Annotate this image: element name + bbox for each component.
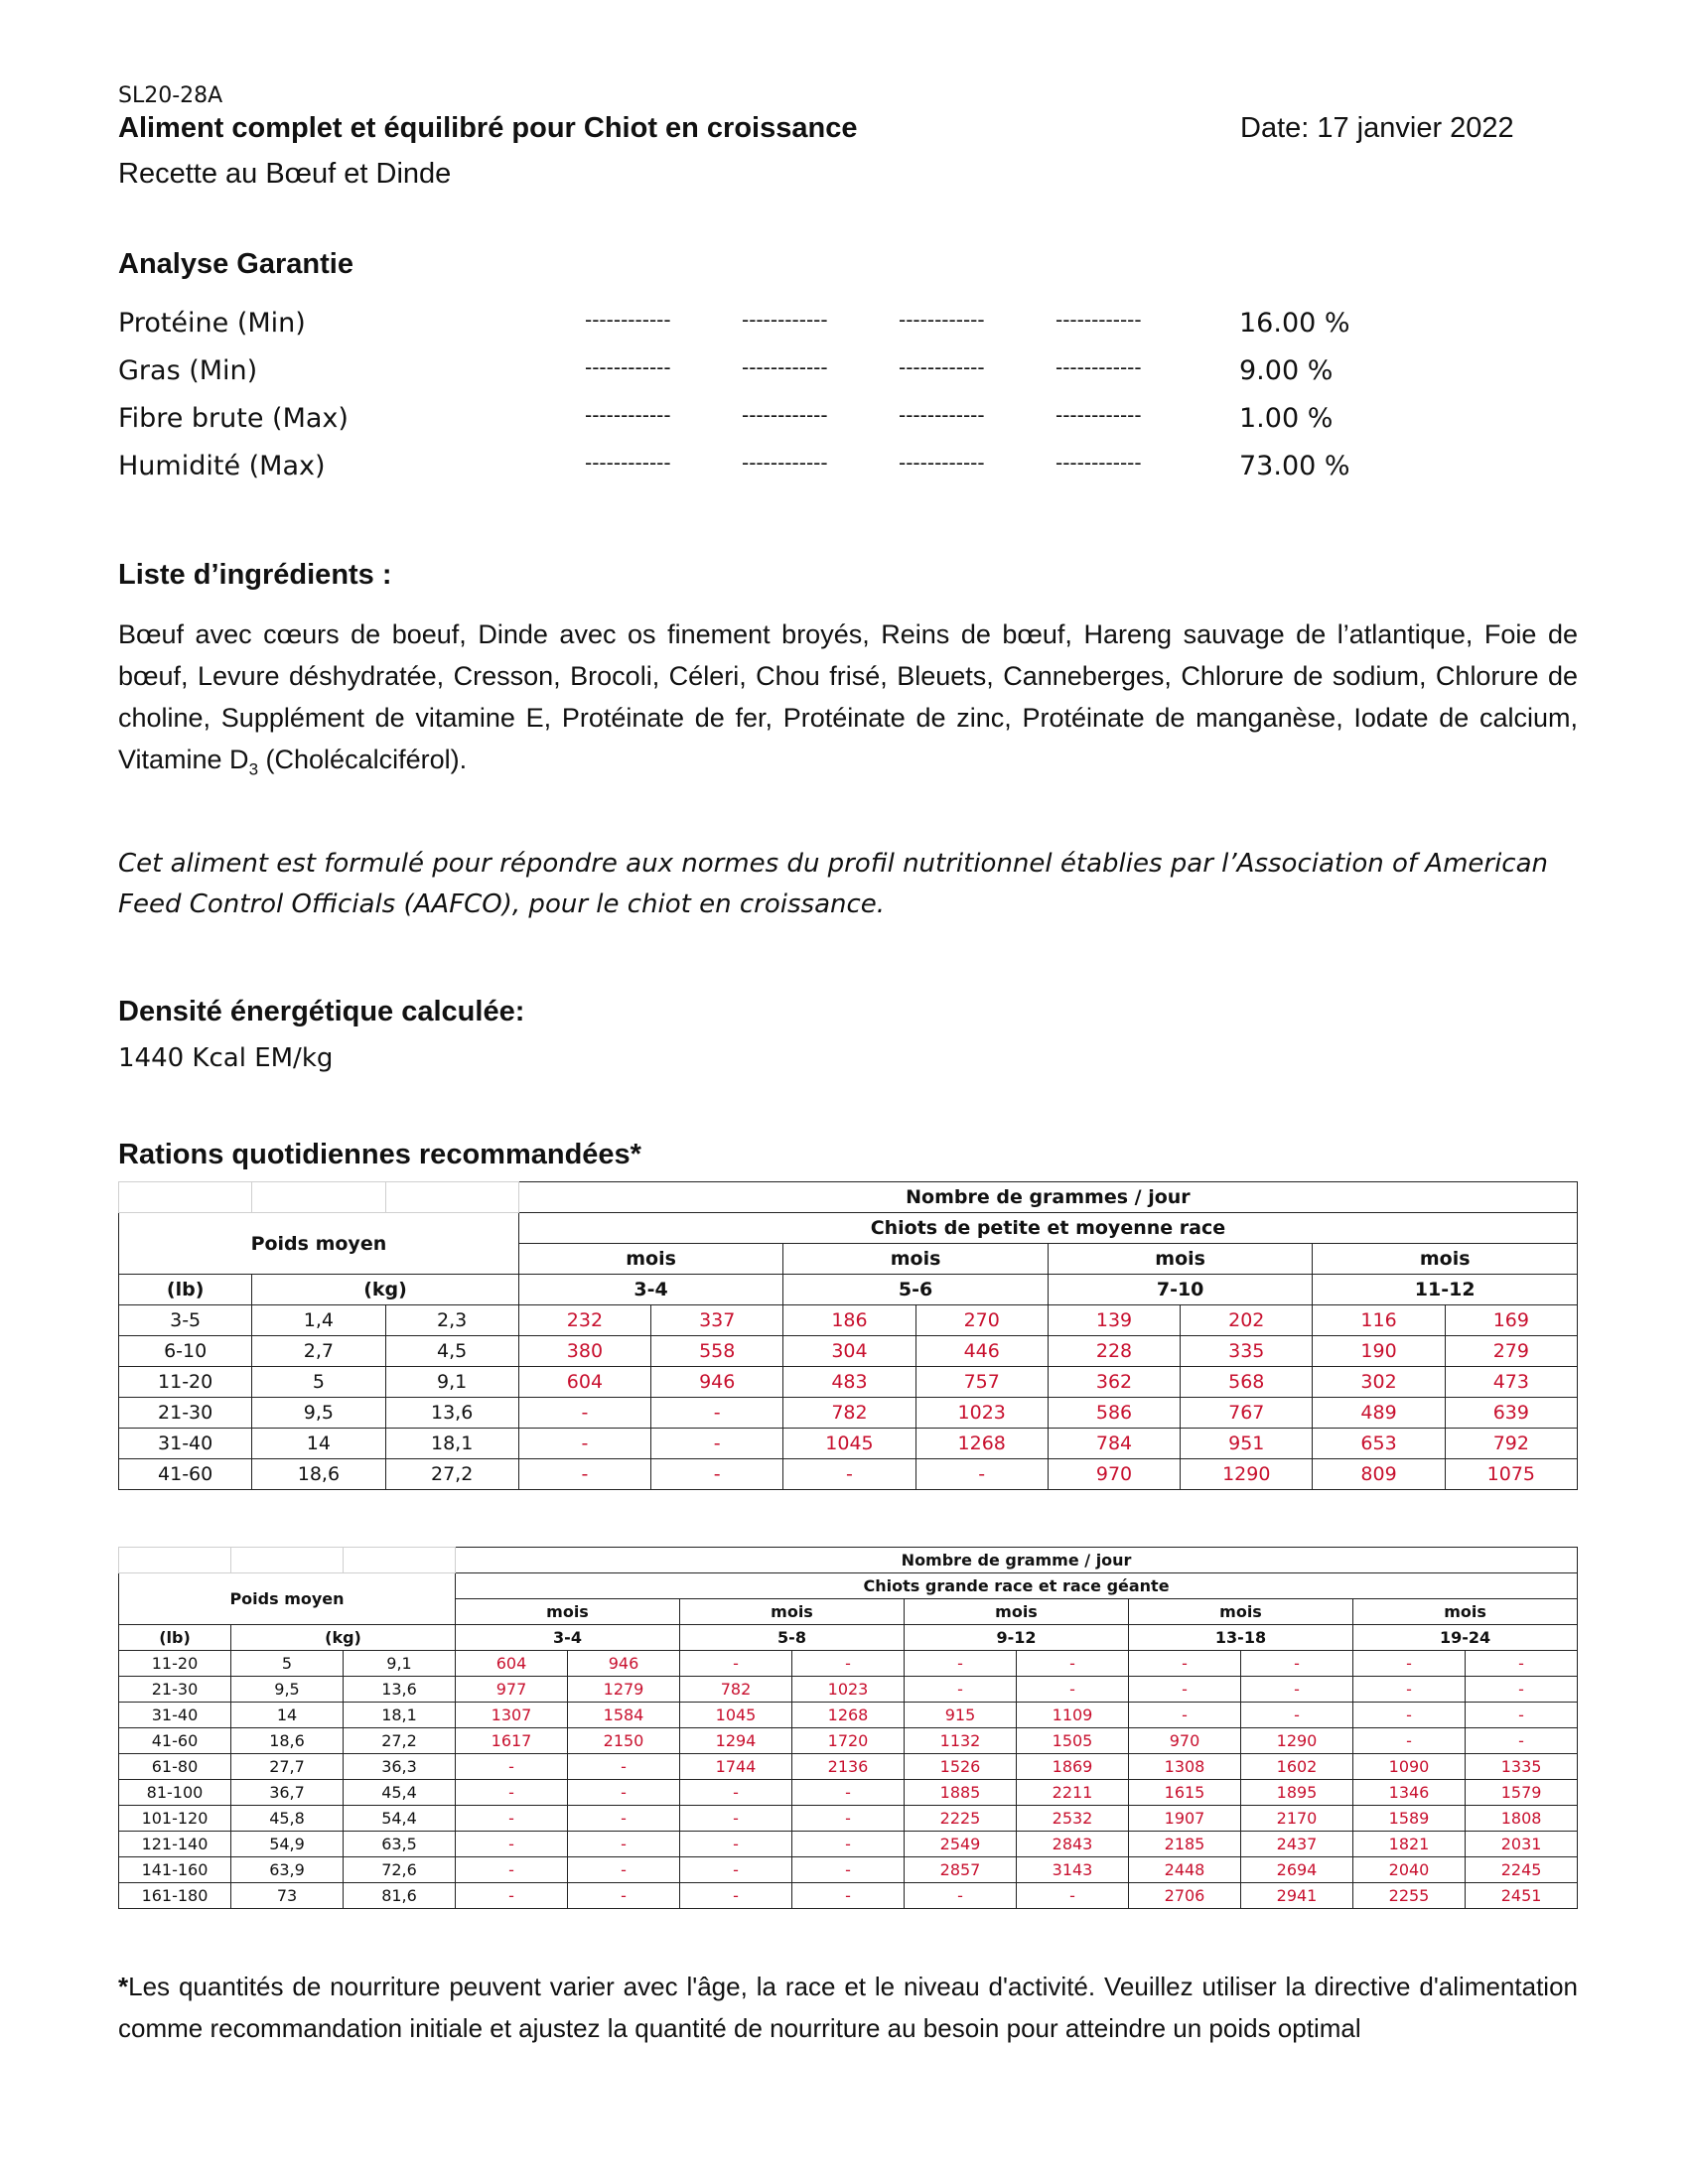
age-group-header: 3-4 xyxy=(456,1625,680,1651)
grams-cell: 1109 xyxy=(1017,1703,1129,1728)
grams-cell: 1584 xyxy=(568,1703,680,1728)
grams-cell: 1744 xyxy=(680,1754,792,1780)
grams-cell: 767 xyxy=(1181,1398,1313,1429)
grams-cell: - xyxy=(905,1651,1017,1677)
weight-kg-cell: 45,4 xyxy=(344,1780,456,1806)
grams-cell: 1589 xyxy=(1353,1806,1466,1832)
grams-cell: - xyxy=(1353,1728,1466,1754)
weight-kg-cell: 9,5 xyxy=(252,1398,385,1429)
weight-lb-cell: 6-10 xyxy=(119,1336,252,1367)
energy-value: 1440 Kcal EM/kg xyxy=(118,1043,334,1073)
grams-cell: - xyxy=(518,1429,650,1459)
grams-cell: - xyxy=(651,1459,783,1490)
weight-lb-cell: 21-30 xyxy=(119,1398,252,1429)
analysis-value: 16.00 % xyxy=(1239,308,1350,339)
grams-cell: 1307 xyxy=(456,1703,568,1728)
age-group-header: 13-18 xyxy=(1129,1625,1353,1651)
analysis-label: Fibre brute (Max) xyxy=(118,403,349,434)
grams-cell: - xyxy=(568,1857,680,1883)
age-group-header: 9-12 xyxy=(905,1625,1129,1651)
weight-kg-cell: 36,7 xyxy=(231,1780,344,1806)
analysis-row xyxy=(118,308,1508,347)
grams-cell: 190 xyxy=(1313,1336,1445,1367)
weight-kg-cell: 63,5 xyxy=(344,1832,456,1857)
ingredients-text-end: (Cholécalciférol). xyxy=(258,745,468,774)
grams-cell: 1615 xyxy=(1129,1780,1241,1806)
dash-separator: ------------ xyxy=(742,403,828,427)
weight-kg-cell: 73 xyxy=(231,1883,344,1909)
dash-separator: ------------ xyxy=(1055,355,1142,379)
grams-cell: 915 xyxy=(905,1703,1017,1728)
ingredients-text: Bœuf avec cœurs de boeuf, Dinde avec os finement broyés, Reins de bœuf, Hareng sauvage de l’atlantique, Foie de bœuf, Levure déshydratée, Cresson, Brocoli, Céleri, Chou frisé, Bleuets, Canneberges, Chlorure de sodium, Chlorure de choline, Supplément de vitamine E, Protéinate de fer, Protéinate de zinc, Protéinate de manganèse, Iodate de calcium, Vitamine D xyxy=(118,619,1578,774)
grams-cell: 782 xyxy=(680,1677,792,1703)
dash-separator: ------------ xyxy=(585,355,671,379)
weight-kg-cell: 9,1 xyxy=(344,1651,456,1677)
grams-cell: 1290 xyxy=(1181,1459,1313,1490)
table-row xyxy=(119,1754,1578,1780)
grams-cell: 337 xyxy=(651,1305,783,1336)
grams-cell: 2136 xyxy=(792,1754,905,1780)
grams-cell: - xyxy=(1353,1703,1466,1728)
weight-lb-cell: 11-20 xyxy=(119,1367,252,1398)
grams-cell: 2451 xyxy=(1466,1883,1578,1909)
footnote-text: Les quantités de nourriture peuvent varier avec l'âge, la race et le niveau d'activité. Veuillez utiliser la directive d'alimentation comme recommandation initiale et ajustez la quantité de nourriture au besoin pour atteindre un poids optimal xyxy=(118,1972,1578,2043)
grams-cell: 489 xyxy=(1313,1398,1445,1429)
weight-lb-cell: 141-160 xyxy=(119,1857,231,1883)
grams-cell: 1579 xyxy=(1466,1780,1578,1806)
weight-kg-cell: 27,2 xyxy=(385,1459,518,1490)
kg-header: (kg) xyxy=(252,1275,519,1305)
grams-cell: 1045 xyxy=(783,1429,915,1459)
aafco-statement: Cet aliment est formulé pour répondre aux normes du profil nutritionnel établies par l’Association of American Feed Control Officials (AAFCO), pour le chiot en croissance. xyxy=(118,849,1549,919)
large-giant-breed-ration-table xyxy=(118,1547,1578,1909)
grams-cell: - xyxy=(456,1806,568,1832)
grams-cell: 473 xyxy=(1445,1367,1577,1398)
lb-header: (lb) xyxy=(119,1275,252,1305)
months-label: mois xyxy=(680,1599,905,1625)
grams-cell: 1720 xyxy=(792,1728,905,1754)
grams-cell: - xyxy=(1017,1651,1129,1677)
grams-cell: - xyxy=(792,1651,905,1677)
grams-cell: 3143 xyxy=(1017,1857,1129,1883)
grams-cell: 2448 xyxy=(1129,1857,1241,1883)
grams-cell: 2706 xyxy=(1129,1883,1241,1909)
grams-cell: 1526 xyxy=(905,1754,1017,1780)
grams-cell: 653 xyxy=(1313,1429,1445,1459)
weight-kg-cell: 9,1 xyxy=(385,1367,518,1398)
grams-cell: 1268 xyxy=(915,1429,1048,1459)
grams-cell: 2694 xyxy=(1241,1857,1353,1883)
weight-lb-cell: 41-60 xyxy=(119,1459,252,1490)
grams-cell: 2150 xyxy=(568,1728,680,1754)
grams-cell: 202 xyxy=(1181,1305,1313,1336)
energy-heading: Densité énergétique calculée: xyxy=(118,996,525,1027)
grams-cell: 1617 xyxy=(456,1728,568,1754)
grams-cell: 604 xyxy=(518,1367,650,1398)
blank-cell xyxy=(252,1182,385,1213)
grams-cell: 977 xyxy=(456,1677,568,1703)
grams-cell: 228 xyxy=(1048,1336,1180,1367)
ingredients-subscript: 3 xyxy=(248,759,259,779)
grams-cell: - xyxy=(456,1780,568,1806)
small-medium-breed-ration-table xyxy=(118,1181,1578,1490)
table-row xyxy=(119,1703,1578,1728)
grams-cell: 1090 xyxy=(1353,1754,1466,1780)
grams-cell: 2437 xyxy=(1241,1832,1353,1857)
average-weight-header: Poids moyen xyxy=(119,1573,456,1625)
grams-cell: - xyxy=(783,1459,915,1490)
grams-cell: 302 xyxy=(1313,1367,1445,1398)
grams-cell: 782 xyxy=(783,1398,915,1429)
product-code: SL20-28A xyxy=(118,83,223,108)
grams-per-day-header: Nombre de grammes / jour xyxy=(518,1182,1577,1213)
grams-cell: 2941 xyxy=(1241,1883,1353,1909)
grams-cell: 1268 xyxy=(792,1703,905,1728)
dash-separator: ------------ xyxy=(742,451,828,475)
ingredients-heading: Liste d’ingrédients : xyxy=(118,559,392,591)
average-weight-header: Poids moyen xyxy=(119,1213,519,1275)
grams-cell: 1279 xyxy=(568,1677,680,1703)
months-label: mois xyxy=(456,1599,680,1625)
table-row xyxy=(119,1728,1578,1754)
grams-cell: 2040 xyxy=(1353,1857,1466,1883)
dash-separator: ------------ xyxy=(585,451,671,475)
header-row xyxy=(119,1548,1578,1573)
weight-kg-cell: 45,8 xyxy=(231,1806,344,1832)
weight-kg-cell: 13,6 xyxy=(385,1398,518,1429)
header-row xyxy=(119,1182,1578,1213)
grams-cell: 2245 xyxy=(1466,1857,1578,1883)
grams-cell: 1885 xyxy=(905,1780,1017,1806)
grams-cell: 2549 xyxy=(905,1832,1017,1857)
grams-cell: - xyxy=(1466,1728,1578,1754)
weight-kg-cell: 2,7 xyxy=(252,1336,385,1367)
grams-cell: - xyxy=(456,1857,568,1883)
grams-cell: - xyxy=(680,1832,792,1857)
table-row xyxy=(119,1459,1578,1490)
weight-kg-cell: 27,7 xyxy=(231,1754,344,1780)
weight-kg-cell: 72,6 xyxy=(344,1857,456,1883)
grams-cell: 1505 xyxy=(1017,1728,1129,1754)
grams-cell: - xyxy=(1017,1677,1129,1703)
months-label: mois xyxy=(905,1599,1129,1625)
grams-cell: 304 xyxy=(783,1336,915,1367)
dash-separator: ------------ xyxy=(899,451,985,475)
ingredients-list xyxy=(118,614,1578,790)
dash-separator: ------------ xyxy=(1055,451,1142,475)
dash-separator: ------------ xyxy=(742,355,828,379)
dash-separator: ------------ xyxy=(899,308,985,332)
table-row xyxy=(119,1832,1578,1857)
weight-lb-cell: 3-5 xyxy=(119,1305,252,1336)
grams-cell: - xyxy=(456,1883,568,1909)
table-row xyxy=(119,1429,1578,1459)
dash-separator: ------------ xyxy=(899,355,985,379)
grams-cell: 1075 xyxy=(1445,1459,1577,1490)
grams-cell: 1308 xyxy=(1129,1754,1241,1780)
grams-cell: 1895 xyxy=(1241,1780,1353,1806)
blank-cell xyxy=(344,1548,456,1573)
blank-cell xyxy=(231,1548,344,1573)
grams-cell: 1602 xyxy=(1241,1754,1353,1780)
dash-separator: ------------ xyxy=(585,403,671,427)
grams-cell: - xyxy=(792,1806,905,1832)
grams-cell: 1907 xyxy=(1129,1806,1241,1832)
grams-cell: 2170 xyxy=(1241,1806,1353,1832)
age-group-header: 5-8 xyxy=(680,1625,905,1651)
grams-cell: 335 xyxy=(1181,1336,1313,1367)
months-label: mois xyxy=(1048,1244,1313,1275)
age-group-header: 19-24 xyxy=(1353,1625,1578,1651)
weight-kg-cell: 1,4 xyxy=(252,1305,385,1336)
blank-cell xyxy=(119,1182,252,1213)
grams-cell: - xyxy=(1129,1677,1241,1703)
grams-cell: 784 xyxy=(1048,1429,1180,1459)
grams-cell: - xyxy=(518,1459,650,1490)
analysis-heading: Analyse Garantie xyxy=(118,248,353,280)
grams-cell: - xyxy=(568,1806,680,1832)
grams-cell: 970 xyxy=(1129,1728,1241,1754)
grams-cell: 1808 xyxy=(1466,1806,1578,1832)
analysis-row xyxy=(118,355,1508,395)
table-row xyxy=(119,1677,1578,1703)
lb-header: (lb) xyxy=(119,1625,231,1651)
weight-kg-cell: 18,1 xyxy=(385,1429,518,1459)
grams-cell: - xyxy=(568,1754,680,1780)
grams-cell: 1821 xyxy=(1353,1832,1466,1857)
grams-cell: - xyxy=(792,1883,905,1909)
grams-cell: 1045 xyxy=(680,1703,792,1728)
grams-cell: - xyxy=(568,1832,680,1857)
dash-separator: ------------ xyxy=(899,403,985,427)
grams-cell: - xyxy=(1017,1883,1129,1909)
header-row xyxy=(119,1625,1578,1651)
weight-lb-cell: 121-140 xyxy=(119,1832,231,1857)
weight-lb-cell: 161-180 xyxy=(119,1883,231,1909)
grams-cell: - xyxy=(905,1883,1017,1909)
grams-cell: 116 xyxy=(1313,1305,1445,1336)
grams-cell: - xyxy=(456,1754,568,1780)
grams-cell: 169 xyxy=(1445,1305,1577,1336)
weight-kg-cell: 5 xyxy=(231,1651,344,1677)
header-row xyxy=(119,1213,1578,1244)
grams-cell: 639 xyxy=(1445,1398,1577,1429)
grams-cell: - xyxy=(1129,1651,1241,1677)
document-title: Aliment complet et équilibré pour Chiot en croissance xyxy=(118,112,858,144)
dash-separator: ------------ xyxy=(1055,308,1142,332)
kg-header: (kg) xyxy=(231,1625,456,1651)
weight-lb-cell: 41-60 xyxy=(119,1728,231,1754)
grams-cell: 946 xyxy=(568,1651,680,1677)
grams-cell: 946 xyxy=(651,1367,783,1398)
weight-lb-cell: 101-120 xyxy=(119,1806,231,1832)
grams-cell: 1023 xyxy=(792,1677,905,1703)
table-row xyxy=(119,1651,1578,1677)
age-group-header: 11-12 xyxy=(1313,1275,1578,1305)
grams-cell: 1335 xyxy=(1466,1754,1578,1780)
grams-cell: 2857 xyxy=(905,1857,1017,1883)
weight-kg-cell: 54,4 xyxy=(344,1806,456,1832)
grams-cell: 270 xyxy=(915,1305,1048,1336)
weight-lb-cell: 81-100 xyxy=(119,1780,231,1806)
dash-separator: ------------ xyxy=(1055,403,1142,427)
weight-kg-cell: 18,6 xyxy=(231,1728,344,1754)
weight-kg-cell: 27,2 xyxy=(344,1728,456,1754)
grams-cell: 2255 xyxy=(1353,1883,1466,1909)
grams-cell: 446 xyxy=(915,1336,1048,1367)
grams-cell: 951 xyxy=(1181,1429,1313,1459)
grams-cell: 2225 xyxy=(905,1806,1017,1832)
weight-kg-cell: 5 xyxy=(252,1367,385,1398)
grams-cell: 809 xyxy=(1313,1459,1445,1490)
months-label: mois xyxy=(1129,1599,1353,1625)
grams-cell: 2532 xyxy=(1017,1806,1129,1832)
dash-separator: ------------ xyxy=(742,308,828,332)
weight-lb-cell: 21-30 xyxy=(119,1677,231,1703)
months-label: mois xyxy=(783,1244,1049,1275)
grams-cell: 568 xyxy=(1181,1367,1313,1398)
weight-kg-cell: 63,9 xyxy=(231,1857,344,1883)
analysis-label: Gras (Min) xyxy=(118,355,258,386)
blank-cell xyxy=(385,1182,518,1213)
table-row xyxy=(119,1857,1578,1883)
rations-heading: Rations quotidiennes recommandées* xyxy=(118,1139,641,1170)
grams-cell: - xyxy=(680,1883,792,1909)
grams-cell: - xyxy=(680,1806,792,1832)
grams-cell: - xyxy=(792,1780,905,1806)
grams-cell: - xyxy=(1241,1651,1353,1677)
grams-cell: - xyxy=(651,1429,783,1459)
table-row xyxy=(119,1806,1578,1832)
analysis-value: 9.00 % xyxy=(1239,355,1334,386)
breed-size-header: Chiots de petite et moyenne race xyxy=(518,1213,1577,1244)
months-label: mois xyxy=(1353,1599,1578,1625)
grams-cell: 604 xyxy=(456,1651,568,1677)
grams-cell: 1290 xyxy=(1241,1728,1353,1754)
weight-kg-cell: 18,6 xyxy=(252,1459,385,1490)
grams-cell: 1346 xyxy=(1353,1780,1466,1806)
grams-cell: - xyxy=(568,1883,680,1909)
grams-cell: 558 xyxy=(651,1336,783,1367)
weight-kg-cell: 9,5 xyxy=(231,1677,344,1703)
grams-cell: 1869 xyxy=(1017,1754,1129,1780)
age-group-header: 3-4 xyxy=(518,1275,783,1305)
weight-kg-cell: 4,5 xyxy=(385,1336,518,1367)
weight-kg-cell: 2,3 xyxy=(385,1305,518,1336)
table-row xyxy=(119,1398,1578,1429)
grams-cell: - xyxy=(456,1832,568,1857)
grams-cell: - xyxy=(680,1780,792,1806)
grams-cell: 232 xyxy=(518,1305,650,1336)
grams-cell: - xyxy=(1466,1677,1578,1703)
grams-cell: - xyxy=(680,1651,792,1677)
grams-cell: - xyxy=(905,1677,1017,1703)
grams-cell: - xyxy=(1129,1703,1241,1728)
grams-cell: - xyxy=(1466,1703,1578,1728)
weight-lb-cell: 31-40 xyxy=(119,1429,252,1459)
weight-kg-cell: 14 xyxy=(252,1429,385,1459)
weight-kg-cell: 54,9 xyxy=(231,1832,344,1857)
months-label: mois xyxy=(1313,1244,1578,1275)
analysis-label: Humidité (Max) xyxy=(118,451,326,481)
document-date: Date: 17 janvier 2022 xyxy=(1240,112,1514,144)
table-row xyxy=(119,1336,1578,1367)
feeding-footnote xyxy=(118,1966,1578,2049)
grams-per-day-header: Nombre de gramme / jour xyxy=(456,1548,1578,1573)
age-group-header: 7-10 xyxy=(1048,1275,1313,1305)
age-group-header: 5-6 xyxy=(783,1275,1049,1305)
grams-cell: - xyxy=(1241,1677,1353,1703)
grams-cell: 139 xyxy=(1048,1305,1180,1336)
grams-cell: 792 xyxy=(1445,1429,1577,1459)
analysis-label: Protéine (Min) xyxy=(118,308,306,339)
grams-cell: - xyxy=(1353,1651,1466,1677)
grams-cell: 483 xyxy=(783,1367,915,1398)
weight-lb-cell: 11-20 xyxy=(119,1651,231,1677)
grams-cell: 380 xyxy=(518,1336,650,1367)
grams-cell: - xyxy=(1353,1677,1466,1703)
grams-cell: 970 xyxy=(1048,1459,1180,1490)
grams-cell: - xyxy=(792,1857,905,1883)
grams-cell: 362 xyxy=(1048,1367,1180,1398)
table-row xyxy=(119,1883,1578,1909)
grams-cell: 2031 xyxy=(1466,1832,1578,1857)
weight-lb-cell: 61-80 xyxy=(119,1754,231,1780)
weight-lb-cell: 31-40 xyxy=(119,1703,231,1728)
grams-cell: 757 xyxy=(915,1367,1048,1398)
table-row xyxy=(119,1780,1578,1806)
weight-kg-cell: 13,6 xyxy=(344,1677,456,1703)
weight-kg-cell: 81,6 xyxy=(344,1883,456,1909)
grams-cell: 279 xyxy=(1445,1336,1577,1367)
recipe-subtitle: Recette au Bœuf et Dinde xyxy=(118,158,452,190)
grams-cell: 2211 xyxy=(1017,1780,1129,1806)
grams-cell: 2843 xyxy=(1017,1832,1129,1857)
grams-cell: - xyxy=(1466,1651,1578,1677)
header-row xyxy=(119,1573,1578,1599)
months-label: mois xyxy=(518,1244,783,1275)
grams-cell: 1023 xyxy=(915,1398,1048,1429)
weight-kg-cell: 14 xyxy=(231,1703,344,1728)
breed-size-header: Chiots grande race et race géante xyxy=(456,1573,1578,1599)
grams-cell: - xyxy=(792,1832,905,1857)
grams-cell: 186 xyxy=(783,1305,915,1336)
weight-kg-cell: 36,3 xyxy=(344,1754,456,1780)
grams-cell: - xyxy=(680,1857,792,1883)
grams-cell: - xyxy=(651,1398,783,1429)
footnote-star: * xyxy=(118,1972,129,2001)
grams-cell: 1294 xyxy=(680,1728,792,1754)
grams-cell: 586 xyxy=(1048,1398,1180,1429)
table-row xyxy=(119,1367,1578,1398)
blank-cell xyxy=(119,1548,231,1573)
grams-cell: - xyxy=(1241,1703,1353,1728)
dash-separator: ------------ xyxy=(585,308,671,332)
grams-cell: 2185 xyxy=(1129,1832,1241,1857)
analysis-value: 1.00 % xyxy=(1239,403,1334,434)
table-row xyxy=(119,1305,1578,1336)
grams-cell: 1132 xyxy=(905,1728,1017,1754)
header-row xyxy=(119,1275,1578,1305)
grams-cell: - xyxy=(518,1398,650,1429)
analysis-row xyxy=(118,451,1508,490)
weight-kg-cell: 18,1 xyxy=(344,1703,456,1728)
analysis-row xyxy=(118,403,1508,443)
analysis-value: 73.00 % xyxy=(1239,451,1350,481)
grams-cell: - xyxy=(568,1780,680,1806)
grams-cell: - xyxy=(915,1459,1048,1490)
